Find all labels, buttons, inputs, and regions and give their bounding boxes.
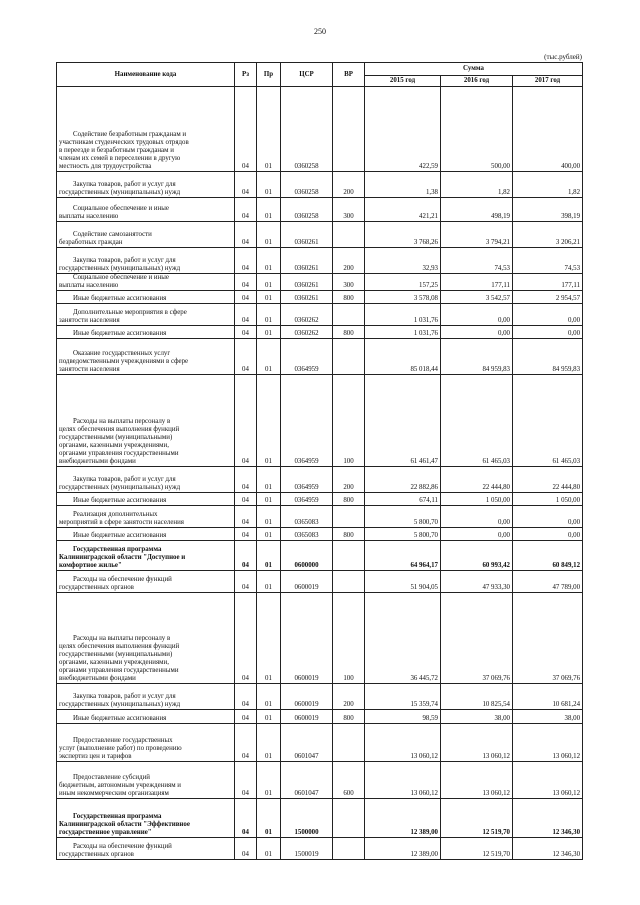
row-name-line: Государственная программа [73,546,162,553]
row-vr: 200 [333,684,365,710]
row-vr [333,838,365,860]
row-name-line: целях обеспечения выполнения функций [59,426,180,433]
row-name [57,799,235,838]
row-2015: 12 389,00 [365,799,441,838]
row-csr: 0360258 [281,172,333,198]
row-2016: 13 060,12 [441,724,513,762]
row-2017: 398,19 [513,198,583,222]
row-name-line: государственных (муниципальных) нужд [59,701,181,708]
table-row [57,506,583,528]
row-vr: 600 [333,762,365,799]
header-vr: ВР [333,63,365,87]
row-name-line: участникам студенческих трудовых отрядов [59,139,189,146]
row-name-line: Иные бюджетные ассигнования [73,295,167,302]
row-csr: 0364959 [281,467,333,493]
row-2017: 61 465,03 [513,375,583,467]
row-vr: 200 [333,467,365,493]
row-csr: 0360261 [281,222,333,248]
row-rz: 04 [235,593,257,684]
row-name-line: Калининградской области "Эффективное [59,821,190,828]
header-sum: Сумма [365,63,583,76]
row-csr: 0360261 [281,248,333,274]
row-vr: 800 [333,710,365,724]
row-2017: 13 060,12 [513,762,583,799]
row-name-line: Иные бюджетные ассигнования [73,715,167,722]
row-csr: 0600019 [281,593,333,684]
row-name-line: Закупка товаров, работ и услуг для [73,476,176,483]
table-row [57,375,583,467]
row-name-line: подведомственными учреждениями в сфере [59,358,189,365]
row-name-line: членам их семей в переселении в другую [59,155,181,162]
row-2017: 12 346,30 [513,799,583,838]
row-name-line: целях обеспечения выполнения функций [59,643,180,650]
row-2016: 0,00 [441,528,513,541]
row-rz: 04 [235,222,257,248]
row-csr: 0360258 [281,198,333,222]
row-vr: 800 [333,326,365,339]
row-vr [333,87,365,172]
row-name [57,274,235,291]
row-name-line: государственными (муниципальными) [59,434,173,441]
row-2017: 0,00 [513,304,583,326]
header-rz: Рз [235,63,257,87]
row-name-line: органами, казенными учреждениями, [59,442,169,449]
row-name [57,541,235,571]
row-rz: 04 [235,326,257,339]
row-2017: 0,00 [513,506,583,528]
row-name-line: комфортное жилье" [59,562,122,569]
row-2016: 0,00 [441,304,513,326]
row-2017: 3 206,21 [513,222,583,248]
row-name-line: государственными (муниципальными) [59,651,173,658]
row-2015: 64 964,17 [365,541,441,571]
row-name-line: Содействие безработным гражданам и [73,131,187,138]
row-name-line: Расходы на обеспечение функций [73,843,172,850]
row-2016: 498,19 [441,198,513,222]
row-name-line: Предоставление субсидий [73,774,150,781]
row-2015: 422,59 [365,87,441,172]
row-2016: 177,11 [441,274,513,291]
table-row [57,684,583,710]
row-vr [333,571,365,593]
row-csr: 0600000 [281,541,333,571]
row-name [57,87,235,172]
row-csr: 0600019 [281,710,333,724]
row-rz: 04 [235,762,257,799]
row-2015: 85 018,44 [365,339,441,375]
row-2015: 22 882,86 [365,467,441,493]
table-row [57,571,583,593]
row-pr: 01 [257,571,281,593]
row-name-line: Иные бюджетные ассигнования [73,532,167,539]
row-vr [333,541,365,571]
row-pr: 01 [257,274,281,291]
row-name-line: Социальное обеспечение и иные [73,274,169,281]
row-2015: 51 904,05 [365,571,441,593]
row-2016: 38,00 [441,710,513,724]
row-pr: 01 [257,528,281,541]
row-name-line: Закупка товаров, работ и услуг для [73,693,176,700]
table-row [57,710,583,724]
row-rz: 04 [235,571,257,593]
row-name [57,172,235,198]
row-name-line: иным некоммерческим организациям [59,790,169,797]
row-name-line: государственных (муниципальных) нужд [59,265,181,272]
row-2017: 177,11 [513,274,583,291]
row-name-line: Социальное обеспечение и иные [73,205,169,212]
row-2016: 1 050,00 [441,493,513,506]
row-pr: 01 [257,339,281,375]
row-vr [333,339,365,375]
row-rz: 04 [235,375,257,467]
row-2017: 1 050,00 [513,493,583,506]
row-pr: 01 [257,375,281,467]
row-name [57,762,235,799]
table-row [57,799,583,838]
row-2017: 1,82 [513,172,583,198]
row-csr: 0600019 [281,571,333,593]
row-name-line: органами управления государственными [59,450,179,457]
row-rz: 04 [235,493,257,506]
row-2016: 37 069,76 [441,593,513,684]
row-2017: 38,00 [513,710,583,724]
row-rz: 04 [235,274,257,291]
row-name-line: внебюджетными фондами [59,458,136,465]
table-row [57,493,583,506]
row-2017: 37 069,76 [513,593,583,684]
row-2017: 22 444,80 [513,467,583,493]
row-pr: 01 [257,467,281,493]
row-2017: 47 789,00 [513,571,583,593]
row-name-line: выплаты населению [59,213,119,220]
row-name-line: Государственная программа [73,813,162,820]
row-vr: 800 [333,493,365,506]
row-pr: 01 [257,838,281,860]
table-row [57,528,583,541]
row-2015: 1 031,76 [365,304,441,326]
row-pr: 01 [257,593,281,684]
row-csr: 0360261 [281,274,333,291]
row-2015: 1 031,76 [365,326,441,339]
row-2017: 10 681,24 [513,684,583,710]
table-row [57,339,583,375]
row-pr: 01 [257,506,281,528]
row-name [57,326,235,339]
row-2015: 13 060,12 [365,724,441,762]
row-2016: 60 993,42 [441,541,513,571]
row-pr: 01 [257,248,281,274]
row-name [57,528,235,541]
row-name-line: услуг (выполнение работ) по проведению [59,745,182,752]
row-2016: 3 794,21 [441,222,513,248]
row-vr [333,506,365,528]
row-rz: 04 [235,87,257,172]
row-pr: 01 [257,799,281,838]
row-rz: 04 [235,467,257,493]
row-vr: 800 [333,528,365,541]
row-name-line: экспертиз цен и тарифов [59,753,132,760]
row-name [57,467,235,493]
row-pr: 01 [257,326,281,339]
table-row [57,172,583,198]
row-name-line: занятости населения [59,366,120,373]
row-pr: 01 [257,541,281,571]
row-rz: 04 [235,291,257,304]
row-rz: 04 [235,710,257,724]
row-vr [333,304,365,326]
table-row [57,467,583,493]
row-name-line: государственных органов [59,851,134,858]
table-row [57,222,583,248]
row-name-line: государственных (муниципальных) нужд [59,189,181,196]
header-2016: 2016 год [441,76,513,87]
row-name-line: государственных (муниципальных) нужд [59,484,181,491]
row-vr [333,799,365,838]
row-name-line: бюджетным, автономным учреждениям и [59,782,181,789]
row-2016: 12 519,70 [441,838,513,860]
row-name [57,684,235,710]
row-2015: 98,59 [365,710,441,724]
table-row [57,762,583,799]
row-pr: 01 [257,87,281,172]
row-pr: 01 [257,172,281,198]
row-2015: 12 389,00 [365,838,441,860]
row-name [57,838,235,860]
row-pr: 01 [257,198,281,222]
row-2016: 0,00 [441,506,513,528]
table-row [57,541,583,571]
row-rz: 04 [235,838,257,860]
row-2015: 13 060,12 [365,762,441,799]
row-csr: 1500019 [281,838,333,860]
table-row [57,87,583,172]
row-name-line: Закупка товаров, работ и услуг для [73,257,176,264]
row-rz: 04 [235,339,257,375]
row-name-line: Расходы на обеспечение функций [73,576,172,583]
row-2016: 84 959,83 [441,339,513,375]
row-rz: 04 [235,304,257,326]
row-2017: 84 959,83 [513,339,583,375]
table-row [57,304,583,326]
row-name-line: Реализация дополнительных [73,511,158,518]
row-pr: 01 [257,222,281,248]
row-name-line: Оказание государственных услуг [73,350,171,357]
table-body [57,87,583,860]
table-row [57,198,583,222]
row-2015: 3 578,08 [365,291,441,304]
row-vr: 300 [333,198,365,222]
row-name [57,493,235,506]
row-vr [333,724,365,762]
table-row [57,326,583,339]
row-name-line: мероприятий в сфере занятости населения [59,519,184,526]
row-csr: 0364959 [281,339,333,375]
row-pr: 01 [257,304,281,326]
row-vr: 200 [333,172,365,198]
row-name-line: Дополнительные мероприятия в сфере [73,309,187,316]
row-2017: 2 954,57 [513,291,583,304]
table-row [57,724,583,762]
row-pr: 01 [257,724,281,762]
budget-table [56,62,583,860]
row-rz: 04 [235,541,257,571]
row-2015: 61 461,47 [365,375,441,467]
row-csr: 1500000 [281,799,333,838]
row-name [57,291,235,304]
row-2015: 3 768,26 [365,222,441,248]
row-2015: 421,21 [365,198,441,222]
row-name [57,198,235,222]
row-rz: 04 [235,248,257,274]
row-name-line: местность для трудоустройства [59,163,152,170]
row-2016: 13 060,12 [441,762,513,799]
row-name-line: государственных органов [59,584,134,591]
row-2017: 13 060,12 [513,724,583,762]
row-2015: 5 800,70 [365,506,441,528]
row-vr: 100 [333,375,365,467]
row-rz: 04 [235,799,257,838]
header-2017: 2017 год [513,76,583,87]
row-2016: 3 542,57 [441,291,513,304]
row-csr: 0360258 [281,87,333,172]
row-name-line: Расходы на выплаты персоналу в [73,418,171,425]
row-csr: 0364959 [281,493,333,506]
row-csr: 0364959 [281,375,333,467]
row-2017: 0,00 [513,326,583,339]
units-label: (тыс.рублей) [544,53,582,61]
row-vr: 100 [333,593,365,684]
row-csr: 0365083 [281,506,333,528]
table-row [57,274,583,291]
row-2015: 32,93 [365,248,441,274]
row-2015: 1,38 [365,172,441,198]
table-row [57,248,583,274]
row-2016: 12 519,70 [441,799,513,838]
row-2015: 5 800,70 [365,528,441,541]
row-name [57,593,235,684]
row-name-line: Закупка товаров, работ и услуг для [73,181,176,188]
row-2016: 500,00 [441,87,513,172]
row-name-line: Содействие самозанятости [73,231,152,238]
row-rz: 04 [235,724,257,762]
row-2016: 1,82 [441,172,513,198]
row-rz: 04 [235,684,257,710]
row-vr: 200 [333,248,365,274]
row-name-line: внебюджетными фондами [59,675,136,682]
row-name [57,724,235,762]
header-2015: 2015 год [365,76,441,87]
row-name [57,506,235,528]
row-2015: 15 359,74 [365,684,441,710]
row-name-line: занятости населения [59,317,120,324]
row-name-line: Предоставление государственных [73,737,173,744]
row-name-line: безработных граждан [59,239,123,246]
row-2017: 12 346,30 [513,838,583,860]
row-name [57,571,235,593]
row-rz: 04 [235,506,257,528]
row-2016: 0,00 [441,326,513,339]
row-name-line: выплаты населению [59,282,119,289]
row-pr: 01 [257,291,281,304]
row-name-line: Калининградской области "Доступное и [59,554,186,561]
row-rz: 04 [235,172,257,198]
row-vr [333,222,365,248]
row-rz: 04 [235,198,257,222]
row-name-line: Расходы на выплаты персоналу в [73,635,171,642]
row-2016: 10 825,54 [441,684,513,710]
row-2015: 157,25 [365,274,441,291]
row-2016: 61 465,03 [441,375,513,467]
row-2016: 74,53 [441,248,513,274]
row-name-line: Иные бюджетные ассигнования [73,497,167,504]
row-name [57,304,235,326]
header-name: Наименование кода [57,63,235,87]
table-row [57,593,583,684]
row-2017: 74,53 [513,248,583,274]
row-vr: 300 [333,274,365,291]
row-2016: 22 444,80 [441,467,513,493]
row-csr: 0365083 [281,528,333,541]
row-csr: 0360261 [281,291,333,304]
row-csr: 0360262 [281,304,333,326]
table-row [57,838,583,860]
row-name [57,339,235,375]
row-name-line: органами управления государственными [59,667,179,674]
row-name-line: государственное управление" [59,829,152,836]
table-row [57,291,583,304]
row-rz: 04 [235,528,257,541]
row-name-line: органами, казенными учреждениями, [59,659,169,666]
row-name [57,248,235,274]
row-2017: 60 849,12 [513,541,583,571]
page-number: 250 [314,27,326,36]
row-pr: 01 [257,684,281,710]
row-2017: 0,00 [513,528,583,541]
row-csr: 0601047 [281,762,333,799]
header-csr: ЦСР [281,63,333,87]
row-vr: 800 [333,291,365,304]
row-name [57,710,235,724]
row-2015: 36 445,72 [365,593,441,684]
row-name [57,222,235,248]
row-name-line: Иные бюджетные ассигнования [73,330,167,337]
row-name-line: в переезде и безработным гражданам и [59,147,174,154]
row-2016: 47 933,30 [441,571,513,593]
row-2017: 400,00 [513,87,583,172]
row-name [57,375,235,467]
row-pr: 01 [257,762,281,799]
header-pr: Пр [257,63,281,87]
row-pr: 01 [257,710,281,724]
row-csr: 0600019 [281,684,333,710]
row-csr: 0360262 [281,326,333,339]
row-2015: 674,11 [365,493,441,506]
row-pr: 01 [257,493,281,506]
row-csr: 0601047 [281,724,333,762]
